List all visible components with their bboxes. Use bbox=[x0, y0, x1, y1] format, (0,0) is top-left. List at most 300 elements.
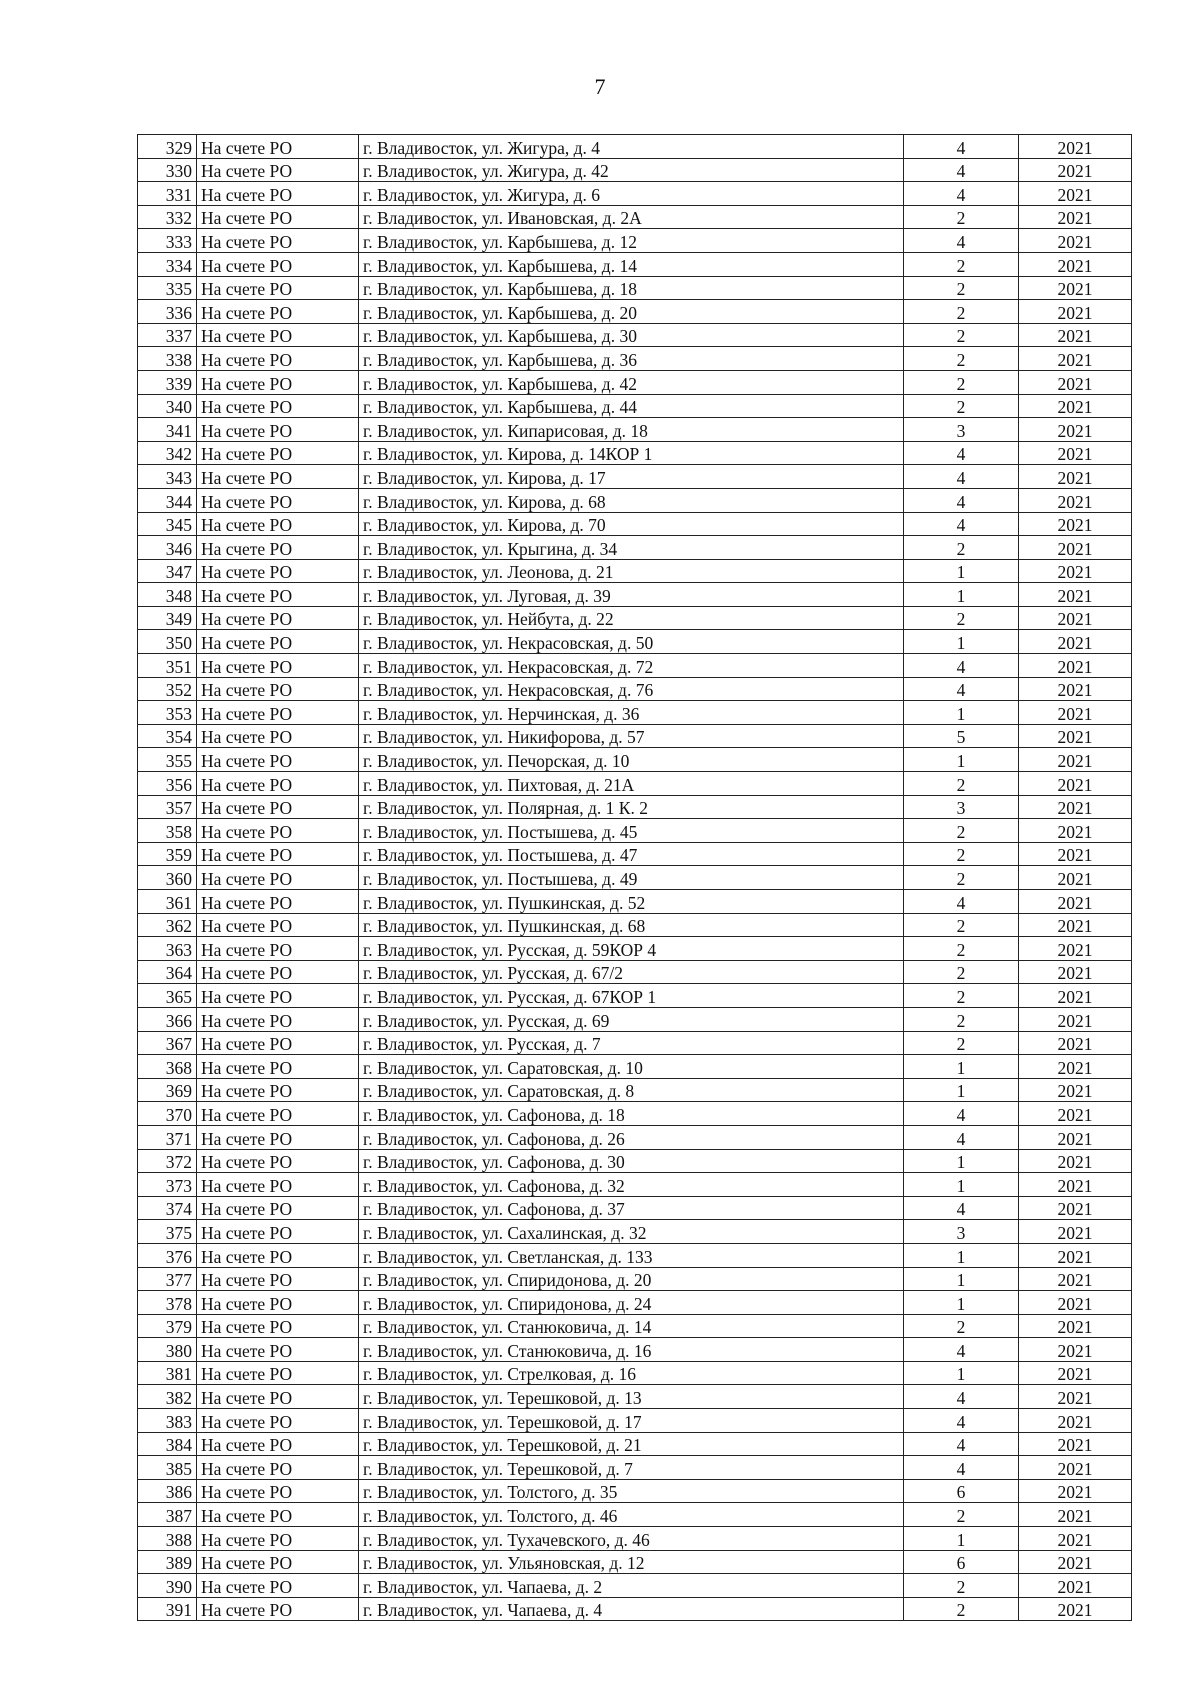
count-cell: 2 bbox=[904, 772, 1019, 796]
status-cell: На счете РО bbox=[197, 701, 359, 725]
status-cell: На счете РО bbox=[197, 205, 359, 229]
address-cell: г. Владивосток, ул. Карбышева, д. 18 bbox=[359, 276, 904, 300]
year-cell: 2021 bbox=[1019, 724, 1132, 748]
count-cell: 4 bbox=[904, 1409, 1019, 1433]
address-cell: г. Владивосток, ул. Толстого, д. 35 bbox=[359, 1479, 904, 1503]
table-row bbox=[138, 701, 1132, 725]
address-cell: г. Владивосток, ул. Светланская, д. 133 bbox=[359, 1243, 904, 1267]
count-cell: 1 bbox=[904, 1243, 1019, 1267]
address-cell: г. Владивосток, ул. Некрасовская, д. 76 bbox=[359, 677, 904, 701]
address-cell: г. Владивосток, ул. Пушкинская, д. 68 bbox=[359, 913, 904, 937]
status-cell: На счете РО bbox=[197, 984, 359, 1008]
year-cell: 2021 bbox=[1019, 205, 1132, 229]
count-cell: 1 bbox=[904, 701, 1019, 725]
year-cell: 2021 bbox=[1019, 1597, 1132, 1621]
count-cell: 4 bbox=[904, 1432, 1019, 1456]
count-cell: 6 bbox=[904, 1479, 1019, 1503]
status-cell: На счете РО bbox=[197, 1031, 359, 1055]
count-cell: 2 bbox=[904, 370, 1019, 394]
status-cell: На счете РО bbox=[197, 1361, 359, 1385]
row-number-cell: 347 bbox=[138, 559, 197, 583]
address-cell: г. Владивосток, ул. Спиридонова, д. 24 bbox=[359, 1291, 904, 1315]
table-row bbox=[138, 677, 1132, 701]
table-row bbox=[138, 512, 1132, 536]
status-cell: На счете РО bbox=[197, 1479, 359, 1503]
year-cell: 2021 bbox=[1019, 1550, 1132, 1574]
address-cell: г. Владивосток, ул. Саратовская, д. 8 bbox=[359, 1078, 904, 1102]
address-cell: г. Владивосток, ул. Русская, д. 7 bbox=[359, 1031, 904, 1055]
year-cell: 2021 bbox=[1019, 394, 1132, 418]
count-cell: 4 bbox=[904, 182, 1019, 206]
address-cell: г. Владивосток, ул. Карбышева, д. 36 bbox=[359, 347, 904, 371]
count-cell: 2 bbox=[904, 842, 1019, 866]
count-cell: 4 bbox=[904, 1385, 1019, 1409]
year-cell: 2021 bbox=[1019, 1291, 1132, 1315]
table-row bbox=[138, 1031, 1132, 1055]
address-cell: г. Владивосток, ул. Никифорова, д. 57 bbox=[359, 724, 904, 748]
year-cell: 2021 bbox=[1019, 654, 1132, 678]
status-cell: На счете РО bbox=[197, 347, 359, 371]
status-cell: На счете РО bbox=[197, 677, 359, 701]
status-cell: На счете РО bbox=[197, 418, 359, 442]
status-cell: На счете РО bbox=[197, 488, 359, 512]
address-cell: г. Владивосток, ул. Терешковой, д. 21 bbox=[359, 1432, 904, 1456]
status-cell: На счете РО bbox=[197, 465, 359, 489]
table-row bbox=[138, 182, 1132, 206]
count-cell: 1 bbox=[904, 583, 1019, 607]
row-number-cell: 333 bbox=[138, 229, 197, 253]
count-cell: 2 bbox=[904, 1574, 1019, 1598]
row-number-cell: 388 bbox=[138, 1527, 197, 1551]
table-row bbox=[138, 1149, 1132, 1173]
count-cell: 1 bbox=[904, 1361, 1019, 1385]
status-cell: На счете РО bbox=[197, 1196, 359, 1220]
table-row bbox=[138, 1361, 1132, 1385]
status-cell: На счете РО bbox=[197, 1102, 359, 1126]
row-number-cell: 329 bbox=[138, 135, 197, 159]
year-cell: 2021 bbox=[1019, 536, 1132, 560]
status-cell: На счете РО bbox=[197, 1314, 359, 1338]
row-number-cell: 366 bbox=[138, 1007, 197, 1031]
row-number-cell: 344 bbox=[138, 488, 197, 512]
address-cell: г. Владивосток, ул. Полярная, д. 1 К. 2 bbox=[359, 795, 904, 819]
year-cell: 2021 bbox=[1019, 347, 1132, 371]
address-cell: г. Владивосток, ул. Спиридонова, д. 20 bbox=[359, 1267, 904, 1291]
year-cell: 2021 bbox=[1019, 1574, 1132, 1598]
status-cell: На счете РО bbox=[197, 1007, 359, 1031]
row-number-cell: 334 bbox=[138, 252, 197, 276]
table-row bbox=[138, 1574, 1132, 1598]
table-row bbox=[138, 819, 1132, 843]
table-row bbox=[138, 465, 1132, 489]
count-cell: 2 bbox=[904, 937, 1019, 961]
table-row bbox=[138, 913, 1132, 937]
row-number-cell: 355 bbox=[138, 748, 197, 772]
row-number-cell: 351 bbox=[138, 654, 197, 678]
address-cell: г. Владивосток, ул. Карбышева, д. 14 bbox=[359, 252, 904, 276]
table-row bbox=[138, 394, 1132, 418]
status-cell: На счете РО bbox=[197, 819, 359, 843]
address-cell: г. Владивосток, ул. Русская, д. 69 bbox=[359, 1007, 904, 1031]
address-cell: г. Владивосток, ул. Сафонова, д. 32 bbox=[359, 1173, 904, 1197]
year-cell: 2021 bbox=[1019, 1243, 1132, 1267]
count-cell: 2 bbox=[904, 536, 1019, 560]
table-row bbox=[138, 1220, 1132, 1244]
row-number-cell: 356 bbox=[138, 772, 197, 796]
year-cell: 2021 bbox=[1019, 984, 1132, 1008]
year-cell: 2021 bbox=[1019, 1361, 1132, 1385]
row-number-cell: 386 bbox=[138, 1479, 197, 1503]
table-row bbox=[138, 1291, 1132, 1315]
year-cell: 2021 bbox=[1019, 1479, 1132, 1503]
address-cell: г. Владивосток, ул. Станюковича, д. 14 bbox=[359, 1314, 904, 1338]
status-cell: На счете РО bbox=[197, 252, 359, 276]
row-number-cell: 381 bbox=[138, 1361, 197, 1385]
row-number-cell: 342 bbox=[138, 441, 197, 465]
count-cell: 2 bbox=[904, 984, 1019, 1008]
registry-table-body bbox=[138, 135, 1132, 1621]
count-cell: 3 bbox=[904, 795, 1019, 819]
row-number-cell: 371 bbox=[138, 1125, 197, 1149]
table-row bbox=[138, 229, 1132, 253]
year-cell: 2021 bbox=[1019, 441, 1132, 465]
status-cell: На счете РО bbox=[197, 630, 359, 654]
year-cell: 2021 bbox=[1019, 182, 1132, 206]
table-row bbox=[138, 536, 1132, 560]
table-row bbox=[138, 583, 1132, 607]
status-cell: На счете РО bbox=[197, 370, 359, 394]
status-cell: На счете РО bbox=[197, 1267, 359, 1291]
status-cell: На счете РО bbox=[197, 795, 359, 819]
address-cell: г. Владивосток, ул. Карбышева, д. 20 bbox=[359, 300, 904, 324]
count-cell: 2 bbox=[904, 606, 1019, 630]
count-cell: 1 bbox=[904, 1078, 1019, 1102]
row-number-cell: 383 bbox=[138, 1409, 197, 1433]
table-row bbox=[138, 606, 1132, 630]
address-cell: г. Владивосток, ул. Ульяновская, д. 12 bbox=[359, 1550, 904, 1574]
row-number-cell: 360 bbox=[138, 866, 197, 890]
status-cell: На счете РО bbox=[197, 1243, 359, 1267]
year-cell: 2021 bbox=[1019, 748, 1132, 772]
status-cell: На счете РО bbox=[197, 536, 359, 560]
year-cell: 2021 bbox=[1019, 1102, 1132, 1126]
row-number-cell: 361 bbox=[138, 890, 197, 914]
status-cell: На счете РО bbox=[197, 158, 359, 182]
row-number-cell: 362 bbox=[138, 913, 197, 937]
table-row bbox=[138, 1432, 1132, 1456]
table-row bbox=[138, 370, 1132, 394]
year-cell: 2021 bbox=[1019, 913, 1132, 937]
table-row bbox=[138, 300, 1132, 324]
status-cell: На счете РО bbox=[197, 1597, 359, 1621]
row-number-cell: 379 bbox=[138, 1314, 197, 1338]
row-number-cell: 331 bbox=[138, 182, 197, 206]
table-row bbox=[138, 1314, 1132, 1338]
row-number-cell: 373 bbox=[138, 1173, 197, 1197]
row-number-cell: 345 bbox=[138, 512, 197, 536]
row-number-cell: 382 bbox=[138, 1385, 197, 1409]
table-row bbox=[138, 135, 1132, 159]
address-cell: г. Владивосток, ул. Карбышева, д. 12 bbox=[359, 229, 904, 253]
table-row bbox=[138, 158, 1132, 182]
count-cell: 2 bbox=[904, 913, 1019, 937]
count-cell: 1 bbox=[904, 559, 1019, 583]
row-number-cell: 340 bbox=[138, 394, 197, 418]
year-cell: 2021 bbox=[1019, 135, 1132, 159]
count-cell: 4 bbox=[904, 465, 1019, 489]
address-cell: г. Владивосток, ул. Жигура, д. 42 bbox=[359, 158, 904, 182]
status-cell: На счете РО bbox=[197, 913, 359, 937]
row-number-cell: 353 bbox=[138, 701, 197, 725]
year-cell: 2021 bbox=[1019, 583, 1132, 607]
count-cell: 4 bbox=[904, 1125, 1019, 1149]
count-cell: 2 bbox=[904, 866, 1019, 890]
row-number-cell: 372 bbox=[138, 1149, 197, 1173]
address-cell: г. Владивосток, ул. Русская, д. 67/2 bbox=[359, 960, 904, 984]
status-cell: На счете РО bbox=[197, 724, 359, 748]
year-cell: 2021 bbox=[1019, 795, 1132, 819]
count-cell: 6 bbox=[904, 1550, 1019, 1574]
count-cell: 2 bbox=[904, 1597, 1019, 1621]
count-cell: 1 bbox=[904, 630, 1019, 654]
status-cell: На счете РО bbox=[197, 583, 359, 607]
address-cell: г. Владивосток, ул. Ивановская, д. 2А bbox=[359, 205, 904, 229]
year-cell: 2021 bbox=[1019, 1031, 1132, 1055]
year-cell: 2021 bbox=[1019, 630, 1132, 654]
row-number-cell: 343 bbox=[138, 465, 197, 489]
row-number-cell: 335 bbox=[138, 276, 197, 300]
table-row bbox=[138, 842, 1132, 866]
status-cell: На счете РО bbox=[197, 1456, 359, 1480]
status-cell: На счете РО bbox=[197, 1338, 359, 1362]
row-number-cell: 370 bbox=[138, 1102, 197, 1126]
table-row bbox=[138, 654, 1132, 678]
year-cell: 2021 bbox=[1019, 1220, 1132, 1244]
address-cell: г. Владивосток, ул. Некрасовская, д. 72 bbox=[359, 654, 904, 678]
address-cell: г. Владивосток, ул. Карбышева, д. 30 bbox=[359, 323, 904, 347]
page-number: 7 bbox=[594, 74, 606, 99]
status-cell: На счете РО bbox=[197, 1291, 359, 1315]
count-cell: 2 bbox=[904, 252, 1019, 276]
row-number-cell: 349 bbox=[138, 606, 197, 630]
address-cell: г. Владивосток, ул. Постышева, д. 49 bbox=[359, 866, 904, 890]
status-cell: На счете РО bbox=[197, 1149, 359, 1173]
address-cell: г. Владивосток, ул. Сафонова, д. 18 bbox=[359, 1102, 904, 1126]
status-cell: На счете РО bbox=[197, 1078, 359, 1102]
address-cell: г. Владивосток, ул. Печорская, д. 10 bbox=[359, 748, 904, 772]
row-number-cell: 390 bbox=[138, 1574, 197, 1598]
address-cell: г. Владивосток, ул. Жигура, д. 6 bbox=[359, 182, 904, 206]
row-number-cell: 378 bbox=[138, 1291, 197, 1315]
count-cell: 2 bbox=[904, 1503, 1019, 1527]
address-cell: г. Владивосток, ул. Кирова, д. 68 bbox=[359, 488, 904, 512]
count-cell: 2 bbox=[904, 347, 1019, 371]
address-cell: г. Владивосток, ул. Терешковой, д. 17 bbox=[359, 1409, 904, 1433]
year-cell: 2021 bbox=[1019, 229, 1132, 253]
row-number-cell: 391 bbox=[138, 1597, 197, 1621]
row-number-cell: 357 bbox=[138, 795, 197, 819]
row-number-cell: 337 bbox=[138, 323, 197, 347]
year-cell: 2021 bbox=[1019, 842, 1132, 866]
table-row bbox=[138, 418, 1132, 442]
year-cell: 2021 bbox=[1019, 1078, 1132, 1102]
status-cell: На счете РО bbox=[197, 654, 359, 678]
count-cell: 1 bbox=[904, 1527, 1019, 1551]
count-cell: 4 bbox=[904, 488, 1019, 512]
year-cell: 2021 bbox=[1019, 1173, 1132, 1197]
row-number-cell: 341 bbox=[138, 418, 197, 442]
status-cell: На счете РО bbox=[197, 300, 359, 324]
row-number-cell: 389 bbox=[138, 1550, 197, 1574]
table-row bbox=[138, 724, 1132, 748]
table-row bbox=[138, 1007, 1132, 1031]
status-cell: На счете РО bbox=[197, 1574, 359, 1598]
year-cell: 2021 bbox=[1019, 1267, 1132, 1291]
year-cell: 2021 bbox=[1019, 559, 1132, 583]
table-row bbox=[138, 630, 1132, 654]
row-number-cell: 369 bbox=[138, 1078, 197, 1102]
count-cell: 4 bbox=[904, 229, 1019, 253]
address-cell: г. Владивосток, ул. Чапаева, д. 4 bbox=[359, 1597, 904, 1621]
row-number-cell: 336 bbox=[138, 300, 197, 324]
table-row bbox=[138, 960, 1132, 984]
table-row bbox=[138, 441, 1132, 465]
address-cell: г. Владивосток, ул. Русская, д. 59КОР 4 bbox=[359, 937, 904, 961]
status-cell: На счете РО bbox=[197, 1220, 359, 1244]
count-cell: 1 bbox=[904, 1267, 1019, 1291]
table-row bbox=[138, 347, 1132, 371]
status-cell: На счете РО bbox=[197, 276, 359, 300]
row-number-cell: 358 bbox=[138, 819, 197, 843]
table-row bbox=[138, 1456, 1132, 1480]
table-row bbox=[138, 1550, 1132, 1574]
table-row bbox=[138, 1078, 1132, 1102]
year-cell: 2021 bbox=[1019, 488, 1132, 512]
table-row bbox=[138, 1125, 1132, 1149]
year-cell: 2021 bbox=[1019, 158, 1132, 182]
table-row bbox=[138, 795, 1132, 819]
address-cell: г. Владивосток, ул. Некрасовская, д. 50 bbox=[359, 630, 904, 654]
address-cell: г. Владивосток, ул. Сафонова, д. 26 bbox=[359, 1125, 904, 1149]
status-cell: На счете РО bbox=[197, 937, 359, 961]
table-row bbox=[138, 559, 1132, 583]
table-row bbox=[138, 937, 1132, 961]
count-cell: 4 bbox=[904, 1102, 1019, 1126]
count-cell: 4 bbox=[904, 677, 1019, 701]
row-number-cell: 339 bbox=[138, 370, 197, 394]
address-cell: г. Владивосток, ул. Терешковой, д. 7 bbox=[359, 1456, 904, 1480]
count-cell: 4 bbox=[904, 1338, 1019, 1362]
registry-table bbox=[137, 134, 1132, 1621]
year-cell: 2021 bbox=[1019, 1149, 1132, 1173]
status-cell: На счете РО bbox=[197, 441, 359, 465]
count-cell: 2 bbox=[904, 394, 1019, 418]
row-number-cell: 384 bbox=[138, 1432, 197, 1456]
count-cell: 2 bbox=[904, 960, 1019, 984]
year-cell: 2021 bbox=[1019, 370, 1132, 394]
status-cell: На счете РО bbox=[197, 748, 359, 772]
address-cell: г. Владивосток, ул. Станюковича, д. 16 bbox=[359, 1338, 904, 1362]
table-row bbox=[138, 488, 1132, 512]
status-cell: На счете РО bbox=[197, 960, 359, 984]
row-number-cell: 368 bbox=[138, 1055, 197, 1079]
count-cell: 1 bbox=[904, 1291, 1019, 1315]
count-cell: 1 bbox=[904, 748, 1019, 772]
row-number-cell: 385 bbox=[138, 1456, 197, 1480]
row-number-cell: 377 bbox=[138, 1267, 197, 1291]
row-number-cell: 374 bbox=[138, 1196, 197, 1220]
row-number-cell: 359 bbox=[138, 842, 197, 866]
count-cell: 3 bbox=[904, 418, 1019, 442]
year-cell: 2021 bbox=[1019, 1385, 1132, 1409]
address-cell: г. Владивосток, ул. Кирова, д. 14КОР 1 bbox=[359, 441, 904, 465]
address-cell: г. Владивосток, ул. Сахалинская, д. 32 bbox=[359, 1220, 904, 1244]
row-number-cell: 330 bbox=[138, 158, 197, 182]
count-cell: 4 bbox=[904, 890, 1019, 914]
table-row bbox=[138, 890, 1132, 914]
status-cell: На счете РО bbox=[197, 1409, 359, 1433]
status-cell: На счете РО bbox=[197, 1055, 359, 1079]
status-cell: На счете РО bbox=[197, 1503, 359, 1527]
count-cell: 2 bbox=[904, 1314, 1019, 1338]
count-cell: 4 bbox=[904, 512, 1019, 536]
address-cell: г. Владивосток, ул. Кирова, д. 70 bbox=[359, 512, 904, 536]
table-row bbox=[138, 323, 1132, 347]
table-row bbox=[138, 984, 1132, 1008]
count-cell: 4 bbox=[904, 654, 1019, 678]
year-cell: 2021 bbox=[1019, 890, 1132, 914]
address-cell: г. Владивосток, ул. Кипарисовая, д. 18 bbox=[359, 418, 904, 442]
year-cell: 2021 bbox=[1019, 819, 1132, 843]
row-number-cell: 354 bbox=[138, 724, 197, 748]
table-row bbox=[138, 1503, 1132, 1527]
status-cell: На счете РО bbox=[197, 182, 359, 206]
year-cell: 2021 bbox=[1019, 276, 1132, 300]
address-cell: г. Владивосток, ул. Толстого, д. 46 bbox=[359, 1503, 904, 1527]
year-cell: 2021 bbox=[1019, 937, 1132, 961]
table-row bbox=[138, 1055, 1132, 1079]
year-cell: 2021 bbox=[1019, 1409, 1132, 1433]
year-cell: 2021 bbox=[1019, 512, 1132, 536]
table-row bbox=[138, 1338, 1132, 1362]
table-row bbox=[138, 1173, 1132, 1197]
year-cell: 2021 bbox=[1019, 1314, 1132, 1338]
status-cell: На счете РО bbox=[197, 1125, 359, 1149]
status-cell: На счете РО bbox=[197, 1385, 359, 1409]
year-cell: 2021 bbox=[1019, 772, 1132, 796]
year-cell: 2021 bbox=[1019, 1338, 1132, 1362]
row-number-cell: 365 bbox=[138, 984, 197, 1008]
row-number-cell: 346 bbox=[138, 536, 197, 560]
table-row bbox=[138, 1102, 1132, 1126]
year-cell: 2021 bbox=[1019, 1432, 1132, 1456]
year-cell: 2021 bbox=[1019, 1456, 1132, 1480]
address-cell: г. Владивосток, ул. Тухачевского, д. 46 bbox=[359, 1527, 904, 1551]
row-number-cell: 375 bbox=[138, 1220, 197, 1244]
count-cell: 1 bbox=[904, 1149, 1019, 1173]
table-row bbox=[138, 252, 1132, 276]
address-cell: г. Владивосток, ул. Пихтовая, д. 21А bbox=[359, 772, 904, 796]
table-row bbox=[138, 1196, 1132, 1220]
table-row bbox=[138, 205, 1132, 229]
status-cell: На счете РО bbox=[197, 890, 359, 914]
status-cell: На счете РО bbox=[197, 394, 359, 418]
table-row bbox=[138, 1597, 1132, 1621]
count-cell: 2 bbox=[904, 1007, 1019, 1031]
status-cell: На счете РО bbox=[197, 842, 359, 866]
row-number-cell: 352 bbox=[138, 677, 197, 701]
count-cell: 2 bbox=[904, 300, 1019, 324]
